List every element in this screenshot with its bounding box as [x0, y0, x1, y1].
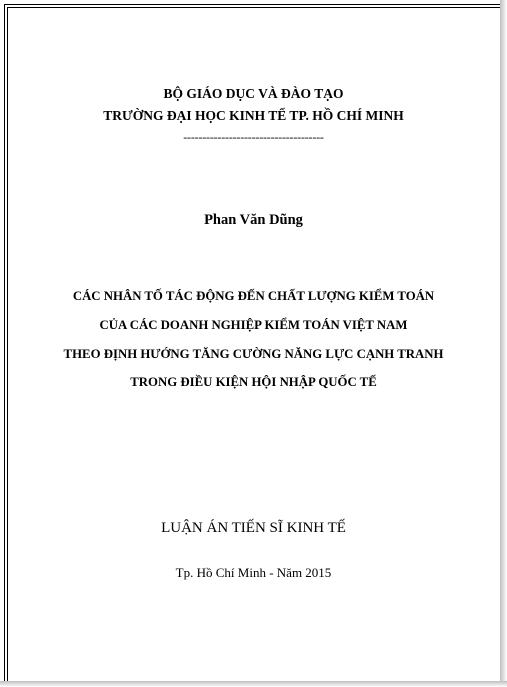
- ministry-heading: BỘ GIÁO DỤC VÀ ĐÀO TẠO: [163, 86, 344, 101]
- header-divider: -------------------------------------: [183, 130, 324, 144]
- page-shadow-right: [500, 0, 507, 687]
- author-name: Phan Văn Dũng: [204, 212, 303, 228]
- thesis-title-line: TRONG ĐIỀU KIỆN HỘI NHẬP QUỐC TẾ: [130, 375, 377, 389]
- thesis-title-line: CỦA CÁC DOANH NGHIỆP KIỂM TOÁN VIỆT NAM: [99, 318, 408, 332]
- page-shadow-bottom: [0, 681, 507, 687]
- place-and-year: Tp. Hồ Chí Minh - Năm 2015: [175, 565, 332, 580]
- degree-label: LUẬN ÁN TIẾN SĨ KINH TẾ: [161, 520, 346, 536]
- university-heading: TRƯỜNG ĐẠI HỌC KINH TẾ TP. HỒ CHÍ MINH: [103, 108, 404, 123]
- thesis-title-line: CÁC NHÂN TỐ TÁC ĐỘNG ĐẾN CHẤT LƯỢNG KIỂM TOÁN: [72, 289, 435, 303]
- thesis-title-line: THEO ĐỊNH HƯỚNG TĂNG CƯỜNG NĂNG LỰC CẠNH TRANH: [63, 347, 444, 361]
